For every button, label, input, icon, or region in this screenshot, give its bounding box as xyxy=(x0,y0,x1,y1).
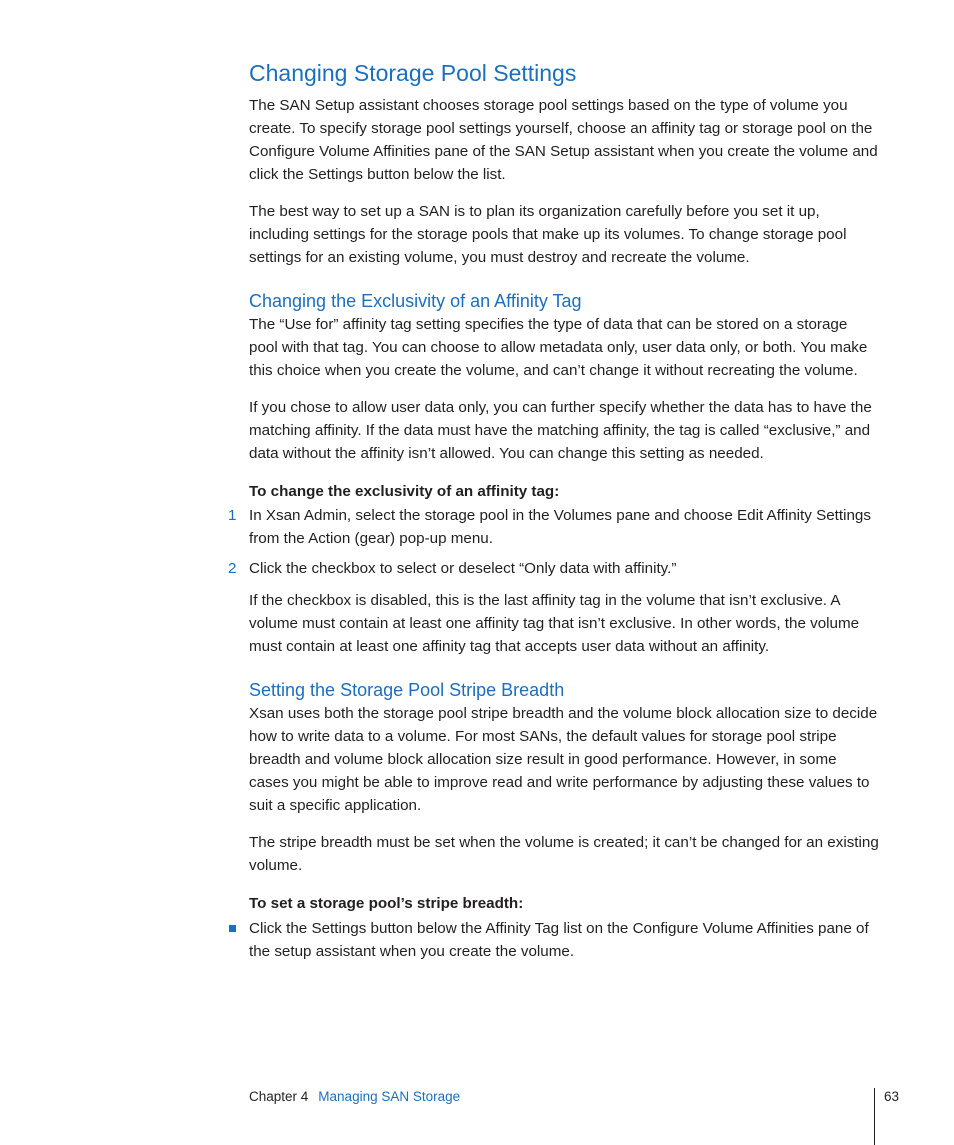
bullet-text: Click the Settings button below the Affinity Tag list on the Configure Volume Affinities pane of the setup assistant when you create the volume. xyxy=(249,920,869,960)
step-note: If the checkbox is disabled, this is the last affinity tag in the volume that isn’t exclusive. A volume must contain at least one affinity tag that isn’t exclusive. In other words, the volume must contain at least one affinity tag that accepts user data without an affinity. xyxy=(249,592,860,655)
step-text: Click the checkbox to select or deselect “Only data with affinity.” xyxy=(249,560,677,577)
paragraph: Xsan uses both the storage pool stripe breadth and the volume block allocation size to decide how to write data to a volume. For most SANs, the default values for storage pool stripe breadth and volume block allocation size result in good performance. However, in some cases you might be able to improve read and write performance by adjusting these values to suit a specific application. xyxy=(249,705,878,814)
paragraph: If you chose to allow user data only, you can further specify whether the data has to have the matching affinity. If the data must have the matching affinity, the tag is called “exclusive,” and data without the affinity isn’t allowed. You can change this setting as needed. xyxy=(249,399,872,462)
page-content xyxy=(228,58,879,963)
task-heading: To set a storage pool’s stripe breadth: xyxy=(249,895,524,912)
step-text: In Xsan Admin, select the storage pool in the Volumes pane and choose Edit Affinity Settings from the Action (gear) pop-up menu. xyxy=(249,507,871,547)
page-footer xyxy=(249,1087,460,1107)
paragraph: The stripe breadth must be set when the volume is created; it can’t be changed for an existing volume. xyxy=(249,834,879,874)
paragraph: The SAN Setup assistant chooses storage pool settings based on the type of volume you create. To specify storage pool settings yourself, choose an affinity tag or storage pool on the Configure Volume Affinities pane of the SAN Setup assistant when you create the volume and click the Settings button below the list. xyxy=(249,97,878,183)
step-1 xyxy=(228,504,879,550)
footer-divider xyxy=(874,1088,875,1145)
paragraph: The “Use for” affinity tag setting specifies the type of data that can be stored on a storage pool with that tag. You can choose to allow metadata only, user data only, or both. You make this choice when you create the volume, and can’t change it without recreating the volume. xyxy=(249,316,868,379)
step-2 xyxy=(228,557,879,580)
bullet-item xyxy=(249,917,879,963)
square-bullet-icon xyxy=(229,925,236,932)
footer-chapter-title: Managing SAN Storage xyxy=(318,1089,461,1104)
task-heading: To change the exclusivity of an affinity tag: xyxy=(249,483,560,500)
footer-chapter: Chapter 4 xyxy=(249,1089,309,1104)
page-number: 63 xyxy=(884,1089,900,1104)
step-number: 2 xyxy=(228,560,237,577)
step-number: 1 xyxy=(228,507,237,524)
paragraph: The best way to set up a SAN is to plan its organization carefully before you set it up, including settings for the storage pools that make up its volumes. To change storage pool settings for an existing volume, you must destroy and recreate the volume. xyxy=(249,203,847,266)
section-heading-stripe-breadth: Setting the Storage Pool Stripe Breadth xyxy=(249,680,565,700)
section-heading-exclusivity: Changing the Exclusivity of an Affinity Tag xyxy=(249,291,582,311)
section-heading-storage-pool-settings: Changing Storage Pool Settings xyxy=(249,60,577,86)
